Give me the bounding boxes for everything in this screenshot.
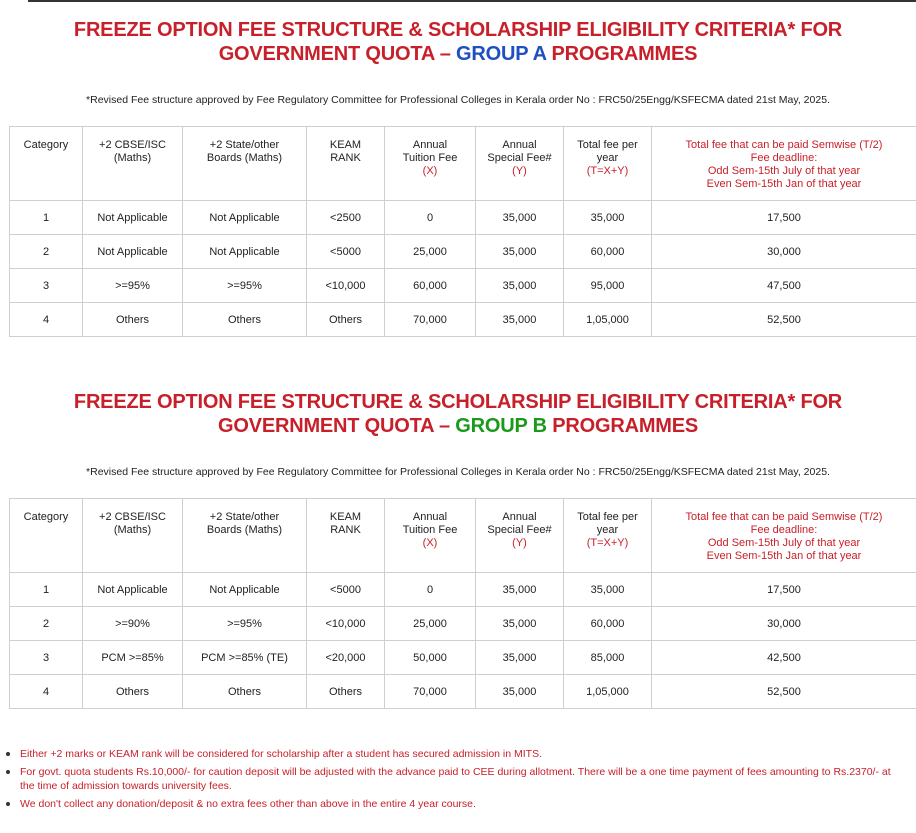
group-b-fee-table <box>9 498 916 709</box>
cell-cbse: Not Applicable <box>83 235 183 269</box>
cell-cbse: Others <box>83 675 183 709</box>
table-row <box>10 607 916 641</box>
cell-semwise: 30,000 <box>652 607 916 641</box>
bullet-dot-icon <box>6 770 10 774</box>
cell-rank: <5000 <box>307 573 385 607</box>
header-special: Annual Special Fee# (Y) <box>476 127 564 201</box>
cell-cbse: >=90% <box>83 607 183 641</box>
bullet-dot-icon <box>6 802 10 806</box>
cell-total: 35,000 <box>564 573 652 607</box>
table-row <box>10 235 916 269</box>
header-tuition: Annual Tuition Fee (X) <box>385 127 476 201</box>
cell-cbse: Not Applicable <box>83 573 183 607</box>
cell-state: Not Applicable <box>183 235 307 269</box>
cell-state: >=95% <box>183 607 307 641</box>
footnote-item: Either +2 marks or KEAM rank will be considered for scholarship after a student has secured admission in MITS. <box>20 747 916 761</box>
cell-semwise: 52,500 <box>652 675 916 709</box>
footnote-list <box>0 747 916 815</box>
cell-tuition: 25,000 <box>385 607 476 641</box>
table-row <box>10 641 916 675</box>
cell-special: 35,000 <box>476 235 564 269</box>
header-rank: KEAM RANK <box>307 127 385 201</box>
cell-category: 1 <box>10 573 83 607</box>
cell-special: 35,000 <box>476 675 564 709</box>
footnote-item: We don't collect any donation/deposit & no extra fees other than above in the entire 4 year course. <box>20 797 916 811</box>
header-special: Annual Special Fee# (Y) <box>476 499 564 573</box>
header-semwise: Total fee that can be paid Semwise (T/2) Fee deadline: Odd Sem-15th July of that year Even Sem-15th Jan of that year <box>652 499 916 573</box>
cell-special: 35,000 <box>476 573 564 607</box>
group-a-heading-suffix: PROGRAMMES <box>546 43 698 65</box>
cell-total: 60,000 <box>564 607 652 641</box>
group-a-heading-prefix: GOVERNMENT QUOTA – <box>218 43 457 65</box>
cell-category: 4 <box>10 303 83 337</box>
cell-rank: <5000 <box>307 235 385 269</box>
header-cbse: +2 CBSE/ISC (Maths) <box>83 127 183 201</box>
cell-total: 60,000 <box>564 235 652 269</box>
cell-semwise: 47,500 <box>652 269 916 303</box>
header-cbse: +2 CBSE/ISC (Maths) <box>83 499 183 573</box>
cell-special: 35,000 <box>476 607 564 641</box>
cell-total: 1,05,000 <box>564 675 652 709</box>
cell-rank: <10,000 <box>307 607 385 641</box>
header-semwise: Total fee that can be paid Semwise (T/2) Fee deadline: Odd Sem-15th July of that year Even Sem-15th Jan of that year <box>652 127 916 201</box>
cell-tuition: 0 <box>385 201 476 235</box>
header-tuition: Annual Tuition Fee (X) <box>385 499 476 573</box>
cell-category: 4 <box>10 675 83 709</box>
cell-state: Others <box>183 675 307 709</box>
cell-cbse: >=95% <box>83 269 183 303</box>
cell-state: Not Applicable <box>183 573 307 607</box>
cell-total: 95,000 <box>564 269 652 303</box>
header-total: Total fee per year (T=X+Y) <box>564 499 652 573</box>
cell-state: PCM >=85% (TE) <box>183 641 307 675</box>
table-row <box>10 201 916 235</box>
cell-tuition: 70,000 <box>385 303 476 337</box>
group-b-heading <box>0 390 916 438</box>
group-a-heading <box>0 18 916 66</box>
group-b-section <box>0 390 916 698</box>
cell-semwise: 17,500 <box>652 573 916 607</box>
table-header-row <box>10 499 916 573</box>
group-a-label: GROUP A <box>456 43 547 65</box>
cell-rank: <2500 <box>307 201 385 235</box>
cell-semwise: 30,000 <box>652 235 916 269</box>
cell-special: 35,000 <box>476 641 564 675</box>
cell-rank: <20,000 <box>307 641 385 675</box>
table-header-row <box>10 127 916 201</box>
header-category: Category <box>10 499 83 573</box>
cell-rank: Others <box>307 303 385 337</box>
cell-rank: Others <box>307 675 385 709</box>
table-row <box>10 675 916 709</box>
header-state: +2 State/other Boards (Maths) <box>183 127 307 201</box>
cell-total: 35,000 <box>564 201 652 235</box>
cell-state: Others <box>183 303 307 337</box>
header-category: Category <box>10 127 83 201</box>
cell-semwise: 42,500 <box>652 641 916 675</box>
cell-category: 3 <box>10 641 83 675</box>
cell-cbse: Others <box>83 303 183 337</box>
group-b-heading-prefix: GOVERNMENT QUOTA – <box>217 415 456 437</box>
cell-total: 85,000 <box>564 641 652 675</box>
group-a-heading-line1: FREEZE OPTION FEE STRUCTURE & SCHOLARSHIP ELIGIBILITY CRITERIA* FOR <box>73 19 843 41</box>
bullet-dot-icon <box>6 752 10 756</box>
cell-tuition: 25,000 <box>385 235 476 269</box>
cell-rank: <10,000 <box>307 269 385 303</box>
cell-category: 1 <box>10 201 83 235</box>
cell-tuition: 0 <box>385 573 476 607</box>
cell-semwise: 52,500 <box>652 303 916 337</box>
group-b-label: GROUP B <box>455 415 547 437</box>
cell-tuition: 70,000 <box>385 675 476 709</box>
table-row <box>10 269 916 303</box>
cell-state: Not Applicable <box>183 201 307 235</box>
cell-category: 3 <box>10 269 83 303</box>
cell-tuition: 60,000 <box>385 269 476 303</box>
group-b-note: *Revised Fee structure approved by Fee Regulatory Committee for Professional Colleges in Kerala order No : FRC50/25Engg/KSFECMA dated 21st May, 2025. <box>86 466 830 478</box>
group-b-heading-line1: FREEZE OPTION FEE STRUCTURE & SCHOLARSHIP ELIGIBILITY CRITERIA* FOR <box>73 391 843 413</box>
table-row <box>10 303 916 337</box>
group-b-heading-suffix: PROGRAMMES <box>546 415 699 437</box>
group-a-fee-table <box>9 126 916 337</box>
cell-total: 1,05,000 <box>564 303 652 337</box>
cell-category: 2 <box>10 235 83 269</box>
header-state: +2 State/other Boards (Maths) <box>183 499 307 573</box>
footnote-item: For govt. quota students Rs.10,000/- for caution deposit will be adjusted with the advance paid to CEE during allotment. There will be a one time payment of fees amounting to Rs.2370/- at the time of admission towards university fees. <box>20 765 916 793</box>
group-a-section <box>0 18 916 326</box>
top-divider <box>28 0 916 2</box>
header-total: Total fee per year (T=X+Y) <box>564 127 652 201</box>
cell-special: 35,000 <box>476 303 564 337</box>
cell-state: >=95% <box>183 269 307 303</box>
header-rank: KEAM RANK <box>307 499 385 573</box>
cell-special: 35,000 <box>476 269 564 303</box>
cell-special: 35,000 <box>476 201 564 235</box>
table-row <box>10 573 916 607</box>
group-a-note: *Revised Fee structure approved by Fee Regulatory Committee for Professional Colleges in Kerala order No : FRC50/25Engg/KSFECMA dated 21st May, 2025. <box>86 94 830 106</box>
cell-semwise: 17,500 <box>652 201 916 235</box>
cell-cbse: Not Applicable <box>83 201 183 235</box>
cell-cbse: PCM >=85% <box>83 641 183 675</box>
cell-category: 2 <box>10 607 83 641</box>
cell-tuition: 50,000 <box>385 641 476 675</box>
